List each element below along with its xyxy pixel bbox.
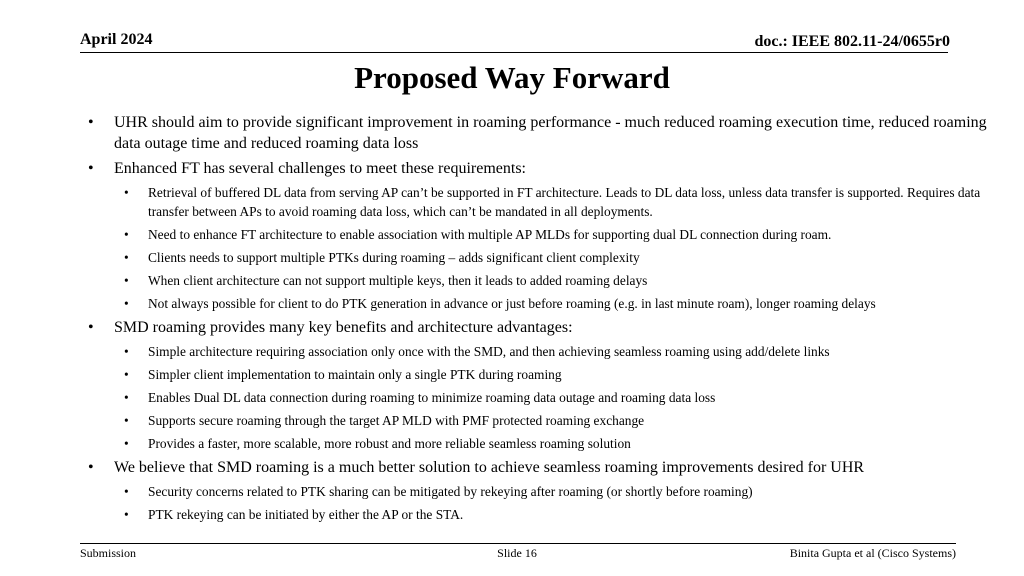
bullet-dot: • (88, 459, 94, 476)
sub-bullet-item (124, 434, 998, 453)
bullet-item (88, 317, 998, 338)
sub-bullet-item (124, 482, 998, 501)
sub-bullet-text: Supports secure roaming through the target AP MLD with PMF protected roaming exchange (148, 413, 645, 428)
sub-bullet-item (124, 388, 998, 407)
sub-bullet-text: Enables Dual DL data connection during roaming to minimize roaming data outage and roaming data loss (148, 390, 716, 405)
sub-bullet-text: Clients needs to support multiple PTKs during roaming – adds significant client complexity (148, 250, 640, 265)
footer-submission: Submission (80, 546, 137, 560)
bullet-dot: • (124, 296, 129, 311)
sub-bullet-item (124, 183, 998, 221)
slide-title: Proposed Way Forward (354, 60, 670, 95)
bullet-text: Enhanced FT has several challenges to meet these requirements: (114, 160, 526, 177)
bullet-dot: • (88, 114, 94, 131)
bullet-dot: • (124, 250, 129, 265)
sub-bullet-text: Not always possible for client to do PTK generation in advance or just before roaming (e.g. in last minute roam), longer roaming delays (148, 296, 876, 311)
sub-bullet-text: Simpler client implementation to maintain only a single PTK during roaming (148, 367, 562, 382)
footer-divider (80, 543, 956, 544)
bullet-item (88, 457, 998, 478)
bullet-text: UHR should aim to provide significant improvement in roaming performance - much reduced roaming execution time, reduced roaming data outage time and reduced roaming data loss (114, 114, 987, 152)
sub-bullet-item (124, 225, 998, 244)
footer-authors: Binita Gupta et al (Cisco Systems) (789, 546, 956, 560)
header-divider (80, 52, 948, 53)
sub-bullet-item (124, 411, 998, 430)
bullet-dot: • (124, 344, 129, 359)
bullet-dot: • (88, 319, 94, 336)
bullet-item (88, 158, 998, 179)
bullet-dot: • (124, 484, 129, 499)
sub-bullet-item (124, 365, 998, 384)
sub-bullet-text: Provides a faster, more scalable, more robust and more reliable seamless roaming solution (148, 436, 631, 451)
bullet-dot: • (88, 160, 94, 177)
bullet-dot: • (124, 507, 129, 522)
sub-bullet-item (124, 271, 998, 290)
slide-body (88, 108, 998, 524)
bullet-dot: • (124, 227, 129, 242)
sub-bullet-item (124, 342, 998, 361)
sub-bullet-text: When client architecture can not support multiple keys, then it leads to added roaming delays (148, 273, 648, 288)
sub-bullet-item (124, 294, 998, 313)
sub-bullet-text: Security concerns related to PTK sharing can be mitigated by rekeying after roaming (or shortly before roaming) (148, 484, 753, 499)
footer-slide-number: Slide 16 (497, 546, 537, 560)
sub-bullet-text: Retrieval of buffered DL data from serving AP can’t be supported in FT architecture. Leads to DL data loss, unless data transfer is supported. Requires data transfer between APs to avoid roaming data loss, which can’t be mandated in all deployments. (148, 185, 981, 219)
bullet-item (88, 112, 998, 154)
header-doc-id: doc.: IEEE 802.11-24/0655r0 (754, 33, 950, 50)
bullet-dot: • (124, 273, 129, 288)
sub-bullet-text: Simple architecture requiring association only once with the SMD, and then achieving seamless roaming using add/delete links (148, 344, 830, 359)
bullet-text: We believe that SMD roaming is a much better solution to achieve seamless roaming improvements desired for UHR (114, 459, 865, 476)
sub-bullet-item (124, 505, 998, 524)
sub-bullet-item (124, 248, 998, 267)
bullet-dot: • (124, 185, 129, 200)
header-date: April 2024 (80, 31, 153, 48)
bullet-dot: • (124, 413, 129, 428)
bullet-dot: • (124, 367, 129, 382)
sub-bullet-text: Need to enhance FT architecture to enable association with multiple AP MLDs for supporting dual DL connection during roam. (148, 227, 832, 242)
bullet-dot: • (124, 436, 129, 451)
bullet-text: SMD roaming provides many key benefits and architecture advantages: (114, 319, 573, 336)
bullet-dot: • (124, 390, 129, 405)
sub-bullet-text: PTK rekeying can be initiated by either the AP or the STA. (148, 507, 464, 522)
